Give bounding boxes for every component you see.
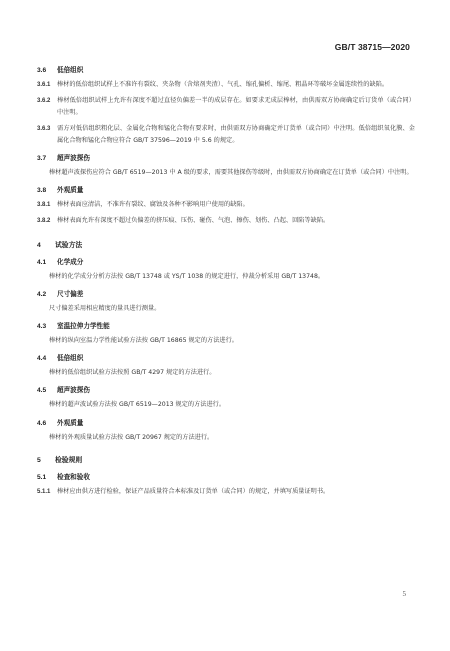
- section-heading: [37, 241, 415, 250]
- clause: [37, 215, 415, 227]
- heading-number: 4.1: [37, 258, 47, 266]
- subsection-heading: [37, 473, 415, 482]
- subsection-heading: [37, 290, 415, 299]
- heading-number: 4.3: [37, 323, 47, 331]
- clause-text: 棒材应由供方进行检验，保证产品质量符合本标准及订货单（或合同）的规定，并填写质量证明书。: [57, 487, 330, 495]
- paragraph: 棒材超声波探伤应符合 GB/T 6519—2013 中 A 级的要求，需要其他探伤等级时，由供需双方协商确定在订货单（或合同）中注明。: [49, 169, 413, 177]
- heading-number: 4: [37, 241, 41, 249]
- heading-title: 试验方法: [55, 240, 83, 249]
- subsection-heading: [37, 354, 415, 363]
- clause-number: 3.8.2: [37, 218, 51, 225]
- clause-number: 3.6.2: [37, 98, 51, 105]
- clause: [37, 486, 415, 498]
- subsection-heading: [37, 258, 415, 267]
- clause: [37, 199, 415, 211]
- clause-text: 棒材的低倍组织试样上不准许有裂纹、夹杂物（含熔剂夹渣）、气孔、缩孔偏析、缩尾、粗晶环等破坏金属连续性的缺陷。: [57, 81, 389, 88]
- subsection-heading: [37, 66, 415, 75]
- clause-number: 5.1.1: [37, 488, 51, 495]
- heading-title: 化学成分: [57, 257, 84, 266]
- heading-title: 室温拉伸力学性能: [57, 322, 110, 331]
- heading-number: 4.5: [37, 387, 47, 395]
- heading-number: 4.6: [37, 419, 47, 427]
- page-number: 5: [402, 590, 406, 598]
- subsection-heading: [37, 154, 415, 163]
- heading-title: 低倍组织: [57, 66, 84, 74]
- subsection-heading: [37, 419, 415, 428]
- clause-number: 3.6.1: [37, 82, 51, 88]
- paragraph: 棒材的化学成分分析方法按 GB/T 13748 或 YS/T 1038 的规定进行，仲裁分析采用 GB/T 13748。: [49, 272, 325, 280]
- document-body: [37, 58, 415, 498]
- subsection-heading: [37, 186, 415, 195]
- heading-title: 检验规则: [55, 455, 83, 464]
- clause-text: 棒材表面允许有深度不超过负偏差的挤压痕、压伤、碰伤、气泡、擦伤、划伤、凸起、回陷等缺陷。: [57, 217, 330, 225]
- heading-number: 5.1: [37, 473, 47, 481]
- clause: [37, 79, 415, 91]
- heading-number: 3.7: [37, 155, 47, 163]
- clause: [37, 123, 415, 146]
- clause-number: 3.8.1: [37, 202, 51, 209]
- subsection-heading: [37, 322, 415, 331]
- heading-title: 外观质量: [57, 186, 84, 195]
- clause-text: 棒材低倍组织试样上允许有深度不超过直径负偏差一半的成层存在。如要求无成层棒材，由供需双方协商确定后订货单（或合同）中注明。: [57, 97, 415, 117]
- heading-number: 4.2: [37, 290, 47, 298]
- heading-number: 3.6: [37, 67, 47, 74]
- clause-number: 3.6.3: [37, 125, 51, 132]
- heading-title: 检查和验收: [57, 472, 90, 481]
- paragraph: 棒材的超声波试验方法按 GB/T 6519—2013 规定的方法进行。: [49, 401, 226, 409]
- section-heading: [37, 456, 415, 465]
- paragraph: 尺寸偏差采用相应精度的量具进行测量。: [49, 304, 161, 312]
- paragraph: 棒材的低倍组织试验方法按照 GB/T 4297 规定的方法进行。: [49, 369, 216, 377]
- heading-number: 3.8: [37, 187, 47, 195]
- heading-number: 5: [37, 456, 41, 464]
- clause-text: 棒材表面应清洁，不准许有裂纹、腐蚀及各种不影响用户使用的缺陷。: [57, 201, 249, 209]
- heading-title: 超声波探伤: [57, 154, 90, 163]
- clause-text: 需方对低倍组织粗化层、金属化合物和锰化合物有要求时，由供需双方协商确定并订货单（或合同）中注明。低倍组织氧化膜、金属化合物和锰化合物应符合 GB/T 37596—2019 中 5.6 的规定。: [57, 124, 415, 144]
- paragraph: 棒材的外观质量试验方法按 GB/T 20967 规定的方法进行。: [49, 433, 214, 441]
- heading-title: 尺寸偏差: [57, 289, 84, 298]
- heading-number: 4.4: [37, 355, 47, 363]
- subsection-heading: [37, 386, 415, 395]
- paragraph: 棒材的纵向室温力学性能试验方法按 GB/T 16865 规定的方法进行。: [49, 337, 238, 345]
- standard-number: GB/T 38715—2020: [334, 42, 410, 52]
- heading-title: 低倍组织: [57, 354, 84, 363]
- heading-title: 超声波探伤: [57, 386, 90, 395]
- clause: [37, 95, 415, 118]
- heading-title: 外观质量: [57, 418, 84, 427]
